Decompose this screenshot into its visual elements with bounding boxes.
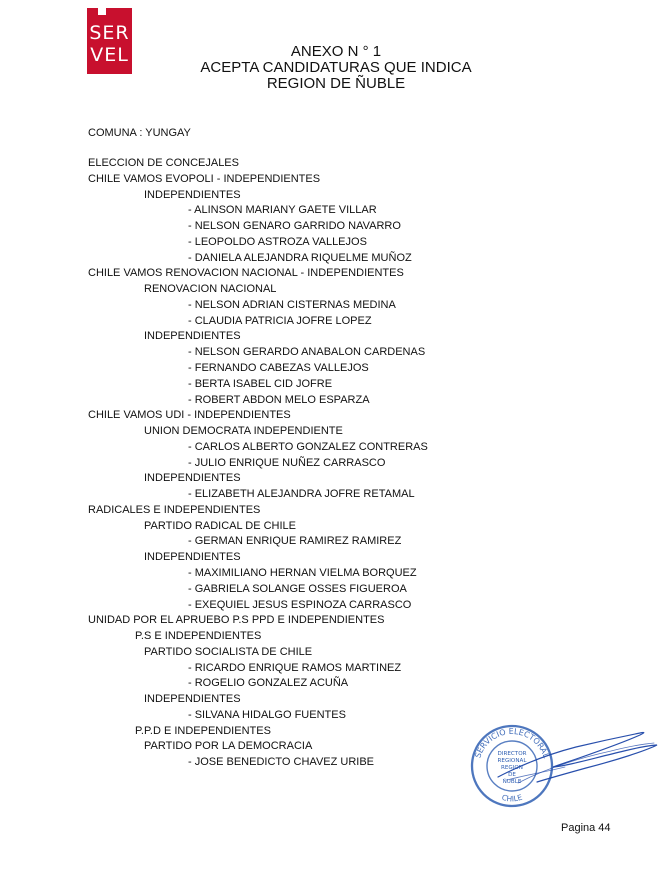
candidate-name-line: - NELSON ADRIAN CISTERNAS MEDINA [188,298,396,311]
candidate-name-line: - LEOPOLDO ASTROZA VALLEJOS [188,235,367,248]
candidate-name-line: - RICARDO ENRIQUE RAMOS MARTINEZ [188,661,402,674]
list-heading-line: CHILE VAMOS UDI - INDEPENDIENTES [88,409,291,422]
stamp-top-text: SERVICIO ELECTORAL [473,726,551,760]
candidate-name-line: - JOSE BENEDICTO CHAVEZ URIBE [188,756,375,769]
candidate-name-line: - ELIZABETH ALEJANDRA JOFRE RETAMAL [188,488,415,501]
region-title: REGION DE ÑUBLE [266,75,406,92]
header-block [186,44,486,92]
list-heading-line: P.S E INDEPENDIENTES [135,630,262,643]
candidate-name-line: - CARLOS ALBERTO GONZALEZ CONTRERAS [188,440,428,453]
list-heading-line: INDEPENDIENTES [144,693,241,706]
candidate-name-line: - CLAUDIA PATRICIA JOFRE LOPEZ [188,314,372,327]
list-heading-line: RENOVACION NACIONAL [144,283,277,296]
candidate-name-line: - ROGELIO GONZALEZ ACUÑA [188,677,349,690]
page-number: Pagina 44 [561,822,611,834]
list-heading-line: INDEPENDIENTES [144,551,241,564]
commune-label: COMUNA : YUNGAY [88,127,191,139]
list-heading-line: UNION DEMOCRATA INDEPENDIENTE [144,425,343,438]
logo-text-line-1: SER [89,22,130,44]
list-heading-line: CHILE VAMOS RENOVACION NACIONAL - INDEPENDIENTES [88,267,404,280]
list-heading-line: P.P.D E INDEPENDIENTES [135,724,271,737]
servel-logo [87,8,132,74]
candidate-name-line: - BERTA ISABEL CID JOFRE [188,377,333,390]
candidate-name-line: - FERNANDO CABEZAS VALLEJOS [188,362,369,374]
list-heading-line: CHILE VAMOS EVOPOLI - INDEPENDIENTES [88,172,321,185]
candidate-name-line: - GABRIELA SOLANGE OSSES FIGUEROA [188,582,407,595]
list-heading-line: INDEPENDIENTES [144,188,241,201]
list-heading-line: INDEPENDIENTES [144,472,241,485]
handwritten-signature [495,722,660,792]
stamp-bottom-text: CHILE [500,792,524,804]
list-heading-line: PARTIDO SOCIALISTA DE CHILE [144,645,313,658]
stamp-inner-line-5: ÑUBLE [502,779,522,785]
candidate-name-line: - JULIO ENRIQUE NUÑEZ CARRASCO [188,456,386,469]
stamp-inner-line-4: DE [508,772,516,778]
candidate-name-line: - NELSON GERARDO ANABALON CARDENAS [188,346,426,359]
list-heading-line: PARTIDO RADICAL DE CHILE [144,519,296,532]
logo-notch [98,8,106,15]
candidate-name-line: - DANIELA ALEJANDRA RIQUELME MUÑOZ [188,251,412,264]
list-heading-line: INDEPENDIENTES [144,330,241,343]
candidate-name-line: - MAXIMILIANO HERNAN VIELMA BORQUEZ [188,567,417,580]
list-heading-line: RADICALES E INDEPENDIENTES [88,503,261,516]
candidate-name-line: - ALINSON MARIANY GAETE VILLAR [188,204,377,217]
svg-text:CHILE [501,793,524,804]
stamp-inner-line-2: REGIONAL [497,758,527,764]
annex-title: ANEXO N ° 1 [290,43,382,60]
candidate-name-line: - GERMAN ENRIQUE RAMIREZ RAMIREZ [188,535,402,548]
candidate-name-line: - ROBERT ABDON MELO ESPARZA [188,393,370,406]
list-heading-line: UNIDAD POR EL APRUEBO P.S PPD E INDEPENDIENTES [88,614,385,627]
logo-text-line-2: VEL [90,44,129,66]
candidate-name-line: - NELSON GENARO GARRIDO NAVARRO [188,220,401,233]
stamp-inner-line-1: DIRECTOR [497,751,527,757]
candidate-name-line: - SILVANA HIDALGO FUENTES [188,708,346,721]
list-heading-line: ELECCION DE CONCEJALES [88,157,239,169]
stamp-inner-line-3: REGION [501,765,523,771]
acceptance-title: ACEPTA CANDIDATURAS QUE INDICA [200,59,472,76]
list-heading-line: PARTIDO POR LA DEMOCRACIA [144,740,313,753]
candidate-name-line: - EXEQUIEL JESUS ESPINOZA CARRASCO [188,598,412,611]
